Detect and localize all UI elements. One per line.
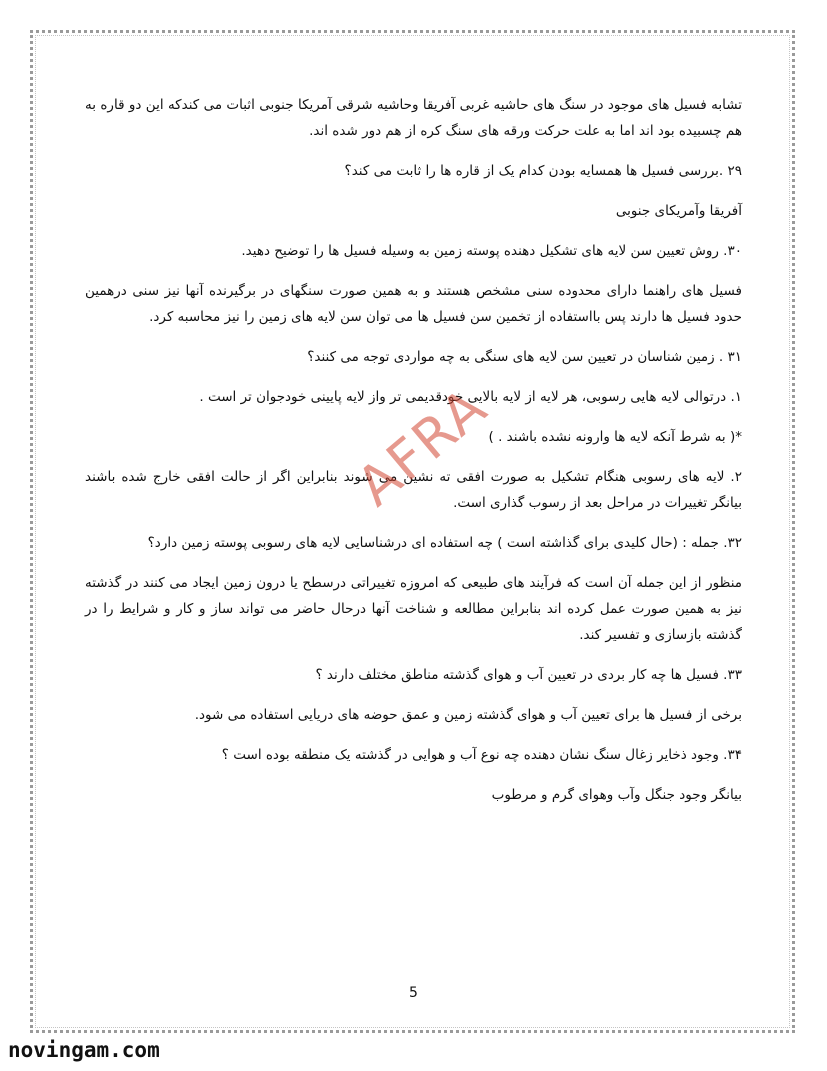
answer-32: منظور از این جمله آن است که فرآیند های طبیعی که امروزه تغییراتی درسطح یا درون زمین ایجاد می کنند در گذشته نیز به همین صورت عمل کرده اند بنابراین مطالعه و شناخت آنها درحال حاضر می تواند ساز و کار و شرایط را در گذشته بازسازی و تفسیر کند. — [85, 575, 742, 643]
question-33: ۳۳. فسیل ها چه کار بردی در تعیین آب و هوای گذشته مناطق مختلف دارند ؟ — [315, 667, 742, 683]
answer-33: برخی از فسیل ها برای تعیین آب و هوای گذشته زمین و عمق حوضه های دریایی استفاده می شود. — [194, 707, 742, 723]
answer-31-item-2: ۲. لایه های رسوبی هنگام تشکیل به صورت افقی ته نشین می شوند بنابراین اگر از حالت افقی خارج شده باشند بیانگر تغییرات در مراحل بعد از رسوب گذاری است. — [85, 469, 742, 511]
document-body — [85, 92, 742, 822]
question-31: ۳۱ . زمین شناسان در تعیین سن لایه های سنگی به چه مواردی توجه می کنند؟ — [307, 349, 742, 365]
watermark: AFRA — [345, 374, 500, 519]
question-29: ۲۹ .بررسی فسیل ها همسایه بودن کدام یک از قاره ها را ثابت می کند؟ — [344, 163, 742, 179]
question-30: ۳۰. روش تعیین سن لایه های تشکیل دهنده پوسته زمین به وسیله فسیل ها را توضیح دهید. — [241, 243, 742, 259]
site-logo: novingam.com — [8, 1038, 160, 1062]
question-34: ۳۴. وجود ذخایر زغال سنگ نشان دهنده چه نوع آب و هوایی در گذشته یک منطقه بوده است ؟ — [221, 747, 742, 763]
question-32: ۳۲. جمله : (حال کلیدی برای گذاشته است ) چه استفاده ای درشناسایی لایه های رسوبی پوسته زمین دارد؟ — [147, 535, 742, 551]
answer-34: بیانگر وجود جنگل وآب وهوای گرم و مرطوب — [491, 787, 742, 803]
answer-30: فسیل های راهنما دارای محدوده سنی مشخص هستند و به همین صورت سنگهای در برگیرنده آنها نیز سنی درهمین حدود فسیل ها دارند پس بااستفاده از تخمین سن فسیل ها می توان سن لایه های زمین را نیز محاسبه کرد. — [85, 283, 742, 325]
answer-31-note: *( به شرط آنکه لایه ها وارونه نشده باشند . ) — [488, 429, 742, 445]
answer-31-item-1: ۱. درتوالی لایه هایی رسوبی، هر لایه از لایه بالایی خودقدیمی تر واز لایه پایینی خودجوان تر است . — [199, 389, 742, 405]
paragraph-fossil-similarity: تشابه فسیل های موجود در سنگ های حاشیه غربی آفریقا وحاشیه شرقی آمریکا جنوبی اثبات می کندکه این دو قاره به هم چسبیده بود اند اما به علت حرکت ورقه های سنگ کره از هم دور شده اند. — [85, 97, 742, 139]
answer-29: آفریقا وآمریکای جنوبی — [615, 203, 742, 219]
page-number: 5 — [409, 985, 418, 1001]
